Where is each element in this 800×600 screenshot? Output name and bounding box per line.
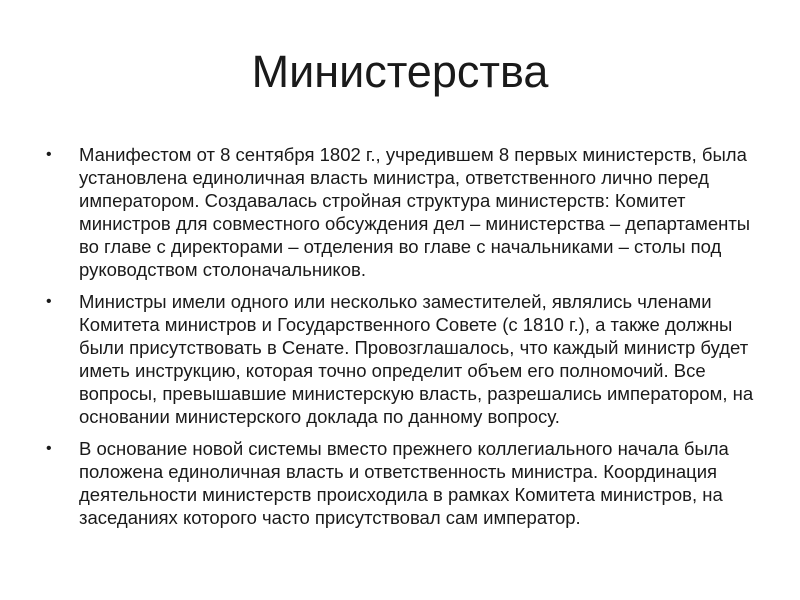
- bullet-text: Манифестом от 8 сентября 1802 г., учредившем 8 первых министерств, была установлена единоличная власть министра, ответственного лично перед императором. Создавалась стройная структура министерств: Комитет министров для совместного обсуждения дел – министерства – департаменты во главе с директорами – отделения во главе с начальниками – столы под руководством столоначальников.: [79, 144, 751, 280]
- bullet-dot-icon: •: [46, 440, 52, 457]
- bullet-item: [46, 437, 758, 529]
- bullet-item: [46, 290, 758, 428]
- bullet-item: [46, 143, 758, 281]
- slide-title: Министерства: [251, 46, 549, 97]
- bullet-list: [46, 143, 758, 538]
- bullet-dot-icon: •: [46, 293, 52, 310]
- bullet-text: В основание новой системы вместо прежнего коллегиального начала была положена единоличная власть и ответственность министра. Координация деятельности министерств происходила в рамках Комитета министров, на заседаниях которого часто присутствовал сам император.: [79, 438, 729, 528]
- bullet-text: Министры имели одного или несколько заместителей, являлись членами Комитета министров и Государственного Совете (с 1810 г.), а также должны были присутствовать в Сенате. Провозглашалось, что каждый министр будет иметь инструкцию, которая точно определит объем его полномочий. Все вопросы, превышавшие министерскую власть, разрешались императором, на основании министерского доклада по данному вопросу.: [79, 291, 754, 427]
- bullet-dot-icon: •: [46, 146, 52, 163]
